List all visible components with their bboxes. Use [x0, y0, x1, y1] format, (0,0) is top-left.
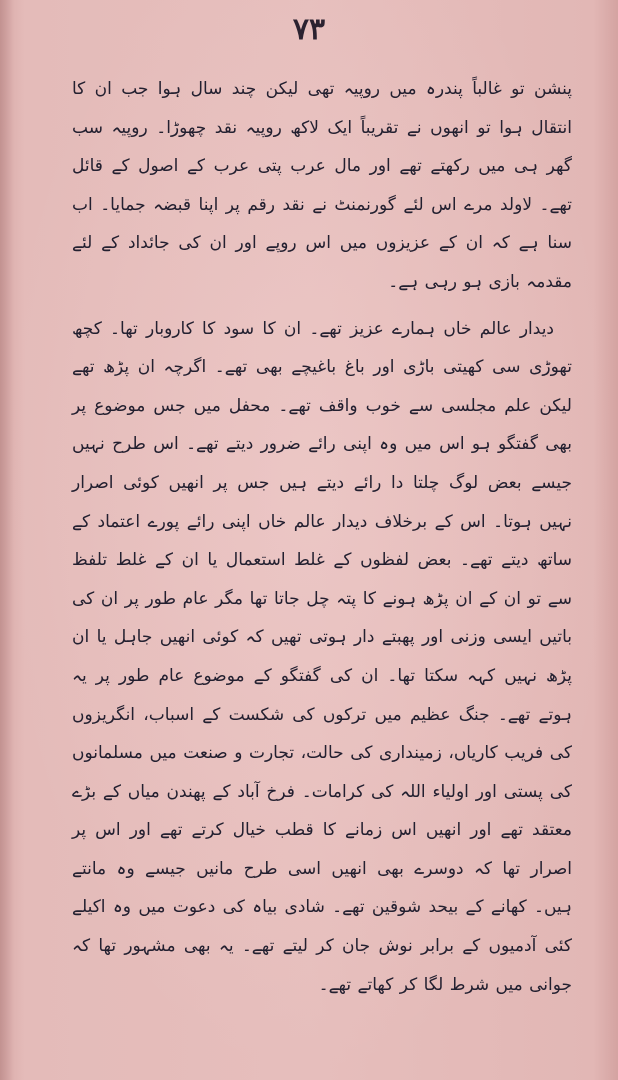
body-text [72, 70, 572, 1004]
paragraph-didar-alam-khan: دیدار عالم خاں ہمارے عزیز تھے۔ ان کا سود کا کاروبار تھا۔ کچھ تھوڑی سی کھیتی باڑی اور باغ باغیچے بھی تھے۔ اگرچہ ان پڑھ تھے لیکن علم مجلسی سے خوب واقف تھے۔ محفل میں جس موضوع پر بھی گفتگو ہو اس میں وہ اپنی رائے ضرور دیتے تھے۔ اس طرح نہیں جیسے بعض لوگ چلتا دا رائے دیتے ہیں جس پر انھیں کوئی اصرار نہیں ہوتا۔ اس کے برخلاف دیدار عالم خاں اپنی رائے پورے اعتماد کے ساتھ دیتے تھے۔ بعض لفظوں کے غلط استعمال یا ان کے غلط تلفظ سے تو ان کے ان پڑھ ہونے کا پتہ چل جاتا تھا مگر عام طور پر ان کی باتیں ایسی وزنی اور پھبتے دار ہوتی تھیں کہ کوئی انھیں جاہل یا ان پڑھ نہیں کہہ سکتا تھا۔ ان کی گفتگو کے موضوع عام طور پر یہ ہوتے تھے۔ جنگ عظیم میں ترکوں کی شکست کے اسباب، انگریزوں کی فریب کاریاں، زمینداری کی حالت، تجارت و صنعت میں مسلمانوں کی پستی اور اولیاء اللہ کی کرامات۔ فرخ آباد کے پھندن میاں کے بڑے معتقد تھے اور انھیں اس زمانے کا قطب خیال کرتے تھے اور اس پر اصرار تھا کہ دوسرے بھی انھیں اسی طرح مانیں جیسے وہ مانتے ہیں۔ کھانے کے بیحد شوقین تھے۔ شادی بیاہ کی دعوت میں وہ اکیلے کئی آدمیوں کے برابر نوش جان کر لیتے تھے۔ یہ بھی مشہور تھا کہ جوانی میں شرط لگا کر کھاتے تھے۔ [72, 318, 572, 995]
page-number: ۷۳ [292, 12, 326, 47]
paragraph-pension: پنشن تو غالباً پندرہ میں روپیہ تھی لیکن چند سال ہوا جب ان کا انتقال ہوا تو انھوں نے تقریباً ایک لاکھ روپیہ نقد چھوڑا۔ روپیہ سب گھر ہی میں رکھتے تھے اور مال عرب پتی عرب کے اصول کے قائل تھے۔ لاولد مرے اس لئے گورنمنٹ نے نقد رقم پر اپنا قبضہ جمایا۔ اب سنا ہے کہ ان کے عزیزوں میں اس روپے اور ان کی جائداد کے لئے مقدمہ بازی ہو رہی ہے۔ [72, 79, 572, 292]
page-gutter-shadow [0, 0, 14, 1080]
